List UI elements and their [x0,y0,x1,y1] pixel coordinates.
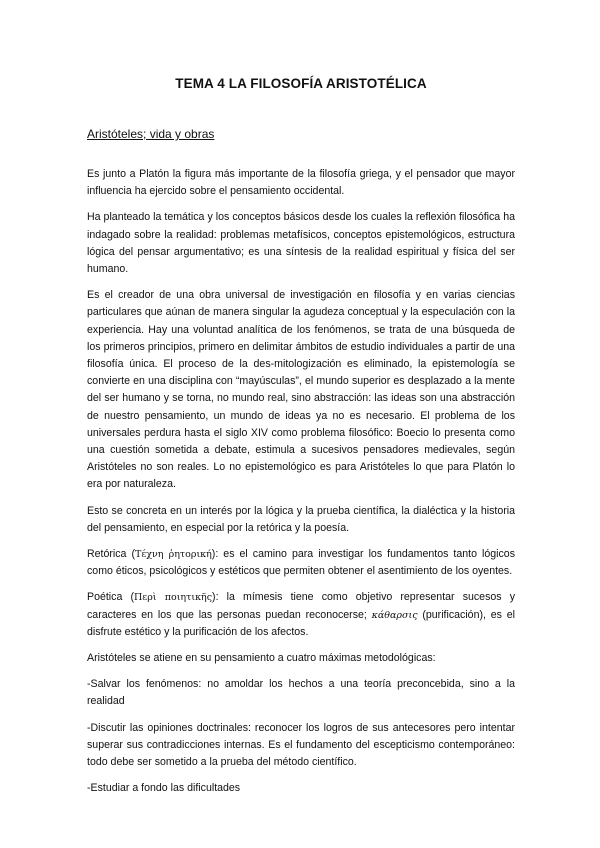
poetics-lead: Poética ( [87,591,134,604]
paragraph-work: Es el creador de una obra universal de investigación en filosofía y en varias ciencias particulares que aúnan de manera singular la agudeza conceptual y la especulación con la experiencia. Hay una voluntad analítica de los fenómenos, se trata de una búsqueda de los primeros principios, primero en delimitar ámbitos de estudio individuales a partir de una filosofía única. El proceso de la des-mitologización es eliminado, la epistemología se convierte en una disciplina con “mayúsculas”, el mundo superior es desplazado a la mente del ser humano y se torna, no mundo real, sino abstracción: las ideas son una abstracción de nuestro pensamiento, un mundo de ideas ya no es necesario. El problema de los universales perdura hasta el siglo XIV como problema filosófico: Boecio lo presenta como una cuestión sometida a debate, estimula a sucesivos pensadores medievales, según Aristóteles no son reales. Lo no epistemológico es para Aristóteles lo que para Platón lo era por naturaleza. [87,289,515,491]
rhetoric-greek-term: Τέχνη ῥητορική [135,549,212,561]
maxim-item-1: -Salvar los fenómenos: no amoldar los hechos a una teoría preconcebida, sino a la realidad [87,678,515,708]
paragraph-intro: Es junto a Platón la figura más importante de la filosofía griega, y el pensador que mayor influencia ha ejercido sobre el pensamiento occidental. [87,168,515,198]
paragraph-logic: Esto se concreta en un interés por la lógica y la prueba científica, la dialéctica y la historia del pensamiento, en especial por la retórica y la poesía. [87,504,515,534]
document-body [87,76,515,807]
paragraph-themes: Ha planteado la temática y los conceptos básicos desde los cuales la reflexión filosófica ha indagado sobre la realidad: problemas metafísicos, conceptos epistemológicos, estructura lógica del pensar argumentativo; es una síntesis de la realidad espiritual y física del ser humano. [87,211,515,276]
katharsis-greek-term: κάθαρσις [371,609,418,621]
paragraph-rhetoric [87,546,515,580]
maxim-item-2: -Discutir las opiniones doctrinales: reconocer los logros de sus antecesores pero intentar superar sus contradicciones internas. Es el fundamento del escepticismo contemporáneo: todo debe ser sometido a la prueba del método científico. [87,721,515,769]
rhetoric-text: ): es el camino para investigar los fundamentos tanto lógicos como éticos, psicológicos y estéticos que permiten obtener el asentimiento de los oyentes. [87,548,515,578]
maxim-item-3: -Estudiar a fondo las dificultades [87,782,241,795]
poetics-greek-term: Περὶ ποιητικῆς [134,592,213,604]
poetics-text: ): la mímesis tiene como objetivo representar sucesos y caracteres en los que las personas puedan reconocerse; [87,591,515,621]
page-title: TEMA 4 LA FILOSOFÍA ARISTOTÉLICA [175,76,427,91]
paragraph-poetics [87,589,515,641]
section-heading: Aristóteles; vida y obras [87,127,215,141]
rhetoric-lead: Retórica ( [87,548,136,561]
poetics-text-end: (purificación), es el disfrute estético y la purificación de los afectos. [87,608,515,638]
paragraph-maxims-intro: Aristóteles se atiene en su pensamiento a cuatro máximas metodológicas: [87,652,436,665]
